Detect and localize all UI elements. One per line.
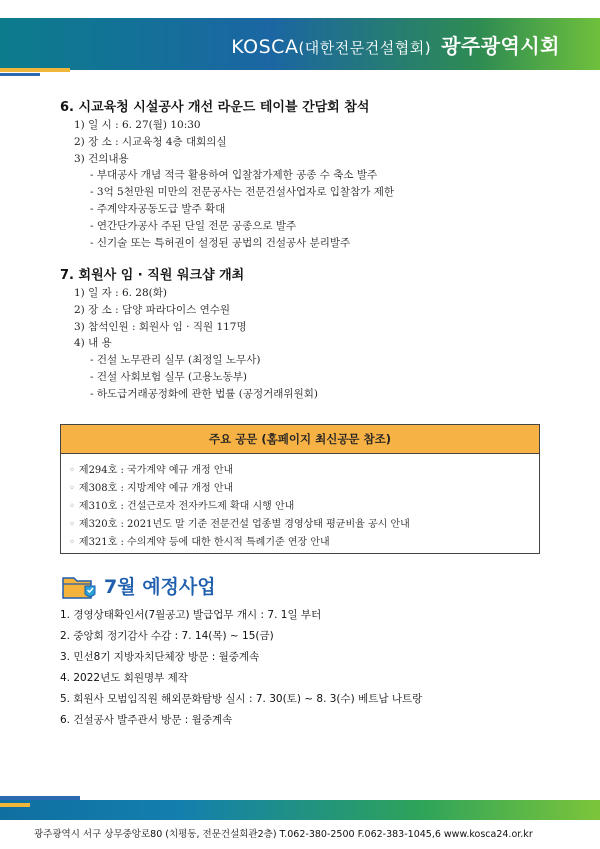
section-6-bullet: - 3억 5천만원 미만의 전문공사는 전문건설사업자로 입찰참가 제한	[90, 186, 394, 198]
notice-item	[69, 515, 410, 530]
notice-item	[69, 461, 233, 476]
header-accent-stripe	[0, 68, 70, 72]
section-6-line: 1) 일 시 : 6. 27(월) 10:30	[74, 119, 201, 131]
section-6-bullet: - 부대공사 개념 적극 활용하여 입찰참가제한 공종 수 축소 발주	[90, 169, 378, 181]
header-title	[231, 30, 560, 59]
notice-text: 제294호 : 국가계약 예규 개정 안내	[78, 465, 234, 476]
notice-text: 제321호 : 수의계약 등에 대한 한시적 특례기준 연장 안내	[78, 537, 330, 548]
section-7-bullet: - 하도급거래공정화에 관한 법률 (공정거래위원회)	[90, 388, 318, 400]
section-6-bullet: - 신기술 또는 특허권이 설정된 공법의 건설공사 분리발주	[90, 237, 351, 249]
upcoming-title: 7월 예정사업	[104, 576, 216, 598]
upcoming-item: 6. 건설공사 발주관서 방문 : 월중계속	[60, 714, 233, 726]
section-7-bullet: - 건설 노무관리 실무 (최정일 노무사)	[90, 354, 261, 366]
header-accent-stripe-blue	[0, 73, 40, 76]
notice-item	[69, 533, 330, 548]
header-region: 광주광역시회	[441, 34, 560, 58]
upcoming-item: 4. 2022년도 회원명부 제작	[60, 672, 188, 684]
header-org-full: (대한전문건설협회)	[298, 39, 432, 57]
section-7-line: 1) 일 자 : 6. 28(화)	[74, 287, 168, 299]
section-6-line: 2) 장 소 : 시교육청 4층 대회의실	[74, 136, 227, 148]
section-7-line: 3) 참석인원 : 회원사 임 · 직원 117명	[74, 321, 247, 333]
upcoming-item: 1. 경영상태확인서(7월공고) 발급업무 개시 : 7. 1일 부터	[60, 609, 322, 621]
notice-item	[69, 497, 294, 512]
notice-bullet: ◦	[69, 501, 75, 512]
notice-text: 제308호 : 지방계약 예규 개정 안내	[78, 483, 234, 494]
upcoming-item: 2. 중앙회 정기감사 수감 : 7. 14(목) ~ 15(금)	[60, 630, 274, 642]
section-6-bullet: - 주계약자공동도급 발주 확대	[90, 203, 226, 215]
notice-bullet: ◦	[69, 519, 75, 530]
footer-accent-stripe-yellow	[0, 803, 30, 807]
folder-check-icon	[61, 574, 99, 600]
section-6-title: 6. 시교육청 시설공사 개선 라운드 테이블 간담회 참석	[60, 100, 370, 115]
section-6-bullet: - 연간단가공사 주된 단일 전문 공종으로 발주	[90, 220, 297, 232]
upcoming-item: 3. 민선8기 지방자치단체장 방문 : 월중계속	[60, 651, 260, 663]
header-org: KOSCA	[231, 36, 299, 58]
notice-bullet: ◦	[69, 483, 75, 494]
notice-item	[69, 479, 233, 494]
notice-text: 제320호 : 2021년도 말 기준 전문건설 업종별 경영상태 평균비율 공시 안내	[78, 519, 410, 530]
upcoming-item: 5. 회원사 모범임직원 해외문화탐방 실시 : 7. 30(토) ~ 8. 3(수) 베트남 나트랑	[60, 693, 423, 705]
notices-title: 주요 공문 (홈페이지 최신공문 참조)	[61, 425, 539, 454]
section-7-bullet: - 건설 사회보험 실무 (고용노동부)	[90, 371, 247, 383]
section-7-line: 2) 장 소 : 담양 파라다이스 연수원	[74, 304, 231, 316]
section-7-line: 4) 내 용	[74, 337, 112, 349]
notice-bullet: ◦	[69, 537, 75, 548]
footer-band	[0, 800, 600, 820]
notice-text: 제310호 : 건설근로자 전자카드제 확대 시행 안내	[78, 501, 295, 512]
footer-address: 광주광역시 서구 상무중앙로80 (치평동, 전문건설회관2층) T.062-380-2500 F.062-383-1045,6 www.kosca24.or.kr	[34, 829, 533, 840]
notices-box	[60, 424, 540, 554]
section-7-title: 7. 회원사 임 · 직원 워크샵 개최	[60, 268, 245, 283]
notice-bullet: ◦	[69, 465, 75, 476]
section-6-line: 3) 건의내용	[74, 153, 129, 165]
